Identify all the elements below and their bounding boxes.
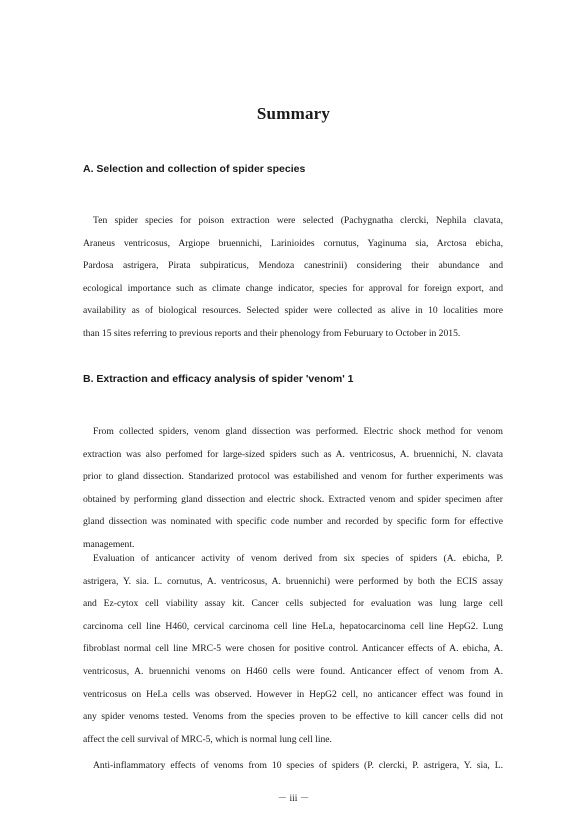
section-a-paragraph	[83, 210, 503, 346]
section-b-paragraph-1	[83, 421, 503, 557]
paragraph-line: fibroblast normal cell line MRC-5 were chosen for positive control. Anticancer effects of A. ebicha, A.	[83, 643, 503, 655]
paragraph-line: astrigera, Y. sia. L. cornutus, A. ventricosus, A. bruennichi) were performed by both the ECIS assay	[83, 575, 503, 587]
paragraph-line: any spider venoms tested. Venoms from the species proven to be effective to kill cancer cells did not	[83, 711, 503, 723]
paragraph-line: gland dissection was nominated with specific code number and recorded by specific form for effective	[83, 516, 503, 528]
section-b-paragraph-2	[83, 548, 503, 751]
paragraph-line: obtained by performing gland dissection and electric shock. Extracted venom and spider specimen after	[83, 493, 503, 505]
paragraph-line: prior to gland dissection. Standarized protocol was estabilished and venom for further experiments was	[83, 471, 503, 483]
paragraph-line: Araneus ventricosus, Argiope bruennichi, Larinioides cornutus, Yaginuma sia, Arctosa ebicha,	[83, 237, 503, 249]
paragraph-line: Anti-inflammatory effects of venoms from 10 species of spiders (P. clercki, P. astrigera, Y. sia, L.	[93, 760, 503, 771]
paragraph-line: ventricosus, A. bruennichi venoms on H460 cells were found. Anticancer effect of venom from A.	[83, 665, 503, 677]
paragraph-line: ventricosus on HeLa cells was observed. However in HepG2 cell, no anticancer effect was found in	[83, 688, 503, 700]
page-title: Summary	[256, 104, 331, 123]
section-b-paragraph-3	[83, 755, 503, 778]
paragraph-line: Pardosa astrigera, Pirata subpiraticus, Mendoza canestrinii) considering their abundance and	[83, 260, 503, 272]
paragraph-line: management.	[83, 538, 135, 550]
section-b-heading: B. Extraction and efficacy analysis of spider 'venom' 1	[83, 373, 354, 385]
paragraph-line: extraction was also perfomed for large-sized spiders such as A. ventricosus, A. bruennichi, N. clavata	[83, 448, 503, 460]
paragraph-line: Evaluation of anticancer activity of venom derived from six species of spiders (A. ebicha, P.	[93, 553, 503, 564]
paragraph-line: and Ez-cytox cell viability assay kit. Cancer cells subjected for evaluation was lung large cell	[83, 598, 503, 610]
section-a-heading: A. Selection and collection of spider species	[83, 163, 306, 175]
paragraph-line: From collected spiders, venom gland dissection was performed. Electric shock method for venom	[93, 426, 503, 437]
paragraph-line: ecological importance such as climate change indicator, species for approval for foreign export, and	[83, 282, 503, 294]
paragraph-line: Ten spider species for poison extraction were selected (Pachygnatha clercki, Nephila clavata,	[93, 215, 503, 226]
page-number: － iii －	[277, 794, 310, 804]
paragraph-line: availability as of biological resources. Selected spider were collected as alive in 10 localities more	[83, 305, 503, 317]
paragraph-line: than 15 sites referring to previous reports and their phenology from Feburuary to October in 2015.	[83, 327, 461, 339]
paragraph-line: affect the cell survival of MRC-5, which is normal lung cell line.	[83, 733, 332, 745]
paragraph-line: carcinoma cell line H460, cervical carcinoma cell line HeLa, hepatocarcinoma cell line HepG2. Lung	[83, 620, 503, 632]
